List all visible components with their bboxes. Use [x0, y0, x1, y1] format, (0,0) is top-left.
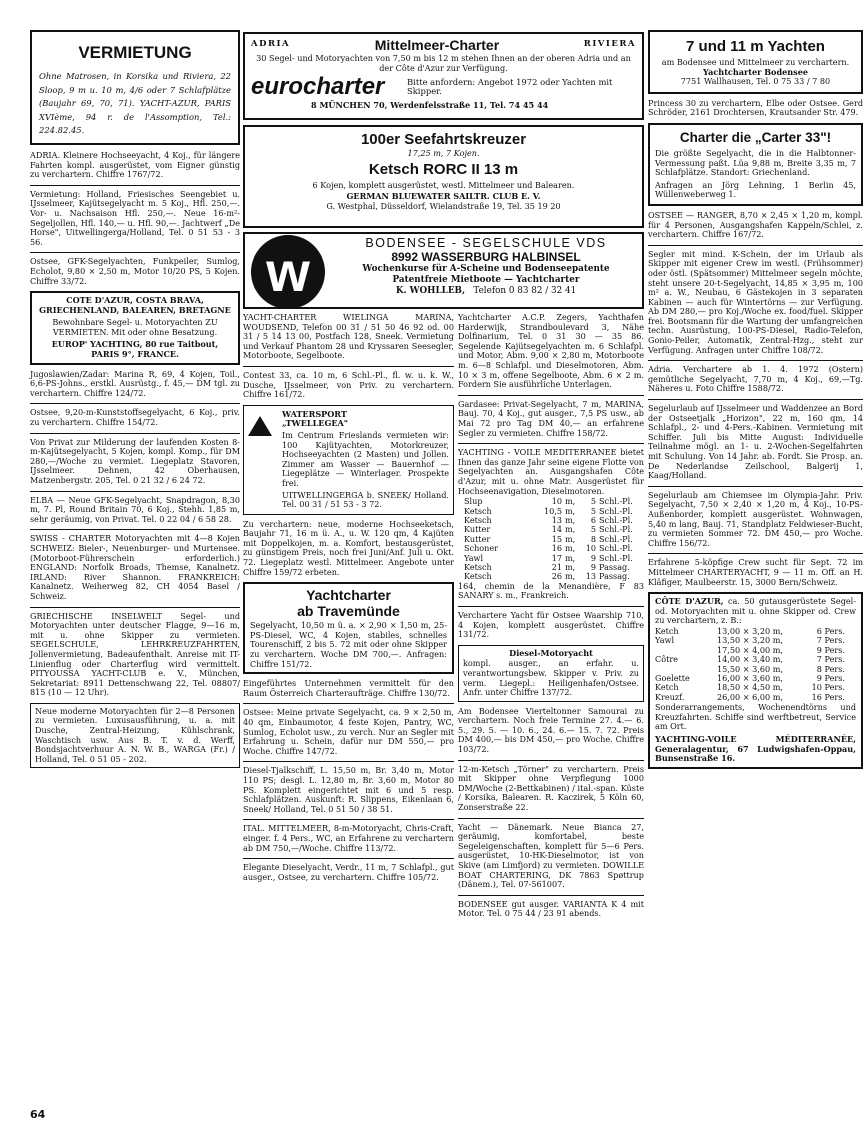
ad-contest-33: Contest 33, ca. 10 m, 6 Schl.-Pl., fl. w. u. k. W., Dusche, IJsselmeer, von Priv. zu verchartern. Chiffre 161/72. — [243, 369, 454, 400]
fleet-cell-type: Ketsch — [464, 561, 492, 572]
fleet-cell-len: 21 — [551, 561, 562, 572]
twellegea-box — [243, 405, 454, 515]
fleet-cell-type: Kutter — [464, 533, 491, 544]
cote-body: Bewohnbare Segel- u. Motoryachten ZU VERMIETEN. Mit oder ohne Besatzung. — [52, 317, 218, 337]
fleet-cell-type: Yawl — [464, 552, 484, 563]
fleet-cell-len: 10,5 — [543, 505, 562, 516]
triangle-icon — [248, 416, 272, 436]
fleet-cell-m: m, — [565, 533, 576, 544]
fleet-cell-u: Schl.-Pl. — [599, 505, 633, 516]
warning-triangle-icon — [248, 410, 282, 510]
ad-elegante-diesel: Elegante Dieselyacht, Verdr., 11 m, 7 Schlafpl., gut ausger., Ostsee, zu verchartern. Chiffre 105/72. — [243, 862, 454, 882]
fleet-cell-u: Schl.-Pl. — [599, 543, 633, 554]
fleet-cell-len: 10 — [551, 496, 562, 507]
carter-contact: Anfragen an Jörg Lehning, 1 Berlin 45, Wüllenweberweg 1. — [655, 179, 856, 200]
ad-erfahrene-crew: Erfahrene 5-köpfige Crew sucht für Sept. 72 im Mittelmeer CHARTERYACHT, 9 — 11 m. Off. an H. Kläfiger, Maulbeerstr. 15, 3000 Bern/Schweiz. — [648, 557, 863, 587]
cote-fleet-cell-dim: 18,50 × 4,50 m, — [717, 682, 783, 693]
vds-tel: Telefon 0 83 82 / 32 41 — [473, 285, 577, 296]
ad-griechische-inselwelt: GRIECHISCHE INSELWELT Segel- und Motoryachten unter deutscher Flagge, 9—16 m, mit u. ohne Skipper zu vermieten. SEGELSCHULE, LEHRKREUZFAHRTEN, Jollenvermietung, Badeaufenthalt. Anreise mit IT-Linienflug oder Charterflug wird vermittelt. PITYOUSSA YACHT-CLUB e. V., München, Sekretariat: 8911 Dettenschwang 22, Tel. 08807/ 815 (10 — 12 Uhr). — [30, 610, 240, 698]
cote-fleet-cell-p: 7 Pers. — [816, 654, 845, 665]
fleet-cell-n: 5 — [590, 496, 596, 507]
ad-segler-k-schein: Segler mit mind. K-Schein, der im Urlaub als Skipper mit eigener Crew im westl. (Frühsommer) oder östl. (Spätsommer) Mittelmeer segeln möchte, steht unsere 20-t-Segelyacht, 14,85 × 3,95 m, 100 m² a. W., Neubau, 6 Gästekojen in 3 separaten Kabinen — auch für Wintertörns — zur Verfügung. Ab DM 280,— pro Koj./Woche ex. food/fuel. Skipper frei. Bootsmann für die Wartung der umfangreichen techn. Ausrüstung, 100-PS-Diesel, Radio-Telefon, Gonio-Peiler, Automatik, Zentral-Hzg., steht zur Verfügung. Anfragen unter Chiffre 108/72. — [648, 248, 863, 355]
fleet-cell-n: 6 — [590, 514, 596, 525]
cote-fleet-table — [655, 627, 856, 702]
twellegea-name: „TWELLEGEA" — [282, 418, 349, 429]
cote-fleet-cell-dim: 13,50 × 3,20 m, — [717, 635, 783, 646]
vds-contact — [333, 286, 639, 297]
fleet-cell-type: Slup — [464, 496, 483, 507]
divider — [458, 395, 644, 396]
diesel-motoryacht-box — [458, 645, 644, 702]
cote-fleet-intro-text: ca. 50 gutausgerüstete Segel- od. Motoryachten mit u. ohne Skipper od. Crew zu verchartern, z. B.: — [655, 596, 856, 626]
ad-chiemsee: Segelurlaub am Chiemsee im Olympia-Jahr. Priv. Segelyacht, 7,50 × 2,40 × 1,20 m, 4 Koj., 10-PS-Außenborder, komplett ausgerüstet. Wohnwagen, 5,40 m lang, Bauj. 71, Standplatz Feldwieser-Bucht, zu vermieten Sommer 72. DM 450,— pro Woche. Chiffre 156/72. — [648, 489, 863, 548]
cote-fleet-cell-dim: 14,00 × 3,40 m, — [717, 654, 783, 665]
fleet-cell-m: m, — [565, 571, 576, 582]
divider — [30, 529, 240, 530]
vds-line2: Patentfreie Mietboote — Yachtcharter — [392, 274, 580, 285]
trave-title1: Yachtcharter — [306, 587, 391, 604]
cote-fleet-row — [655, 693, 856, 702]
twellegea-text — [282, 410, 449, 510]
divider — [243, 366, 454, 367]
ad-swiss-charter: SWISS - CHARTER Motoryachten mit 4—8 Kojen SCHWEIZ: Bieler-, Neuenburger- und Murtensee. (Motorboot-Führerschein erforderlich.) ENGLAND: Norfolk Broads, Themse, Kanalnetz. IRLAND: River Shannon. FRANKREICH: Kanalnetz. Weiherweg 82, CH 4054 Basel / Schweiz. — [30, 533, 240, 601]
fleet-cell-len: 14 — [551, 524, 562, 535]
ad-gardasee: Gardasee: Privat-Segelyacht, 7 m, MARINA, Bauj. 70, 4 Koj., gut ausger., 7,5 PS usw., ab Mai 72 pro Tag DM 40,— an erfahrene Segler zu vermieten. Chiffre 158/72. — [458, 398, 644, 438]
cote-fleet-cell-type: Ketch — [655, 682, 679, 693]
divider — [458, 443, 644, 444]
vermietung-body: Ohne Matrosen, in Korsika und Riviera, 22 Sloop, 9 m u. 10 m, 4/6 oder 7 Schlafplätze (Baujahr 69, 70, 71). YACHT-AZUR, PARIS XVIème, 94 r. de l'Assomption, Tel.: 224.82.45. — [39, 71, 231, 136]
ketsch-line: 6 Kojen, komplett ausgerüstet, westl. Mittelmeer und Balearen. — [312, 179, 575, 190]
ad-von-privat: Von Privat zur Milderung der laufenden Kosten 8-m-Kajütsegelyacht, 5 Kojen, kompl. Komp., für DM 280,—/Woche zu vermiet. Liegeplatz Stavoren, IJsselmeer. Dehnen, 42 Oberhausen, Matzenbergstr. 205, Tel. 0 21 32 / 6 24 72. — [30, 436, 240, 485]
ketsch-title: Ketsch RORC II 13 m — [368, 160, 519, 178]
cote-fleet-cell-dim: 13,00 × 3,20 m, — [717, 625, 783, 636]
ad-viertelltonner: Am Bodensee Vierteltonner Samourai zu verchartern. Noch freie Termine 27. 4.— 6. 5., 29. 5. — 10. 6., 24. 6.— 15. 7. 72. Preis DM 400,— bis DM 450,— pro Woche. Chiffre 103/72. — [458, 705, 644, 755]
fleet-cell-m: m, — [565, 496, 576, 507]
column-3 — [458, 313, 644, 924]
carter-title: Charter die „Carter 33"! — [679, 129, 832, 145]
fleet-cell-m: m, — [565, 524, 576, 535]
fleet-cell-type: Ketsch — [464, 571, 492, 582]
fleet-cell-type: Kutter — [464, 524, 491, 535]
ketsch-address: G. Westphal, Düsseldorf, Wielandstraße 19, Tel. 35 19 20 — [326, 200, 561, 211]
cote-fleet-cell-type: Yawl — [655, 635, 675, 646]
divider — [243, 858, 454, 859]
ad-voile-intro: YACHTING - VOILE MEDITERRANEE bietet Ihnen das ganze Jahr seine eigene Flotte von Segelyachten an. Ausgangshafen Côte d'Azur, mit u. ohne Matr. Ausgerüstet für Hochseenavigation, Dieselmotoren. — [458, 447, 644, 496]
divider — [243, 761, 454, 762]
fleet-cell-u: Passag. — [599, 571, 630, 582]
adria-label: ADRIA — [251, 39, 291, 50]
cote-fleet-cell-type: Goelette — [655, 672, 690, 683]
vds-city: 8992 WASSERBURG HALBINSEL — [391, 250, 581, 264]
eurocharter-address: 8 MÜNCHEN 70, Werdenfelsstraße 11, Tel. 74 45 44 — [311, 100, 549, 111]
cote-fleet-title: CÔTE D'AZUR, — [655, 596, 724, 607]
eurocharter-line1: 30 Segel- und Motoryachten von 7,50 m bis 12 m stehen Ihnen an der oberen Adria und an der Côte d'Azur zur Verfügung. — [256, 53, 631, 73]
fleet-cell-type: Schoner — [464, 543, 499, 554]
vds-box — [243, 232, 644, 309]
eurocharter-logo: eurocharter — [251, 73, 385, 101]
ad-ostsee-ranger: OSTSEE — RANGER, 8,70 × 2,45 × 1,20 m, kompl. für 4 Personen, Ausgangshafen Kappeln/Schlei, z. verchartern. Chiffre 167/72. — [648, 209, 863, 240]
column-1 — [30, 30, 240, 773]
divider — [648, 399, 863, 400]
trave-title2: ab Travemünde — [297, 603, 400, 620]
divider — [458, 760, 644, 761]
diesel-body: kompl. ausger., an erfahr. u. verantwortungsbew. Skipper v. Priv. zu verm. Liegepl.: Heiligenhafen/Ostsee. Anfr. unter Chiffre 137/72. — [463, 658, 639, 698]
ad-bodensee-varianta: BODENSEE gut ausger. VARIANTA K 4 mit Motor. Tel. 0 75 44 / 23 91 abends. — [458, 898, 644, 919]
fleet-cell-n: 9 — [590, 552, 596, 563]
fleet-cell-m: m, — [565, 561, 576, 572]
vds-line1: Wochenkurse für A-Scheine und Bodenseepatente — [362, 264, 610, 274]
divider — [458, 818, 644, 819]
ad-ital-mittelmeer: ITAL. MITTELMEER, 8-m-Motoryacht, Chris-Craft, einger. f. 4 Pers., WC, an Erfahrene zu verchartern ab DM 750,—/Woche. Chiffre 113/72. — [243, 823, 454, 853]
fleet-cell-u: Schl.-Pl. — [599, 514, 633, 525]
fleet-cell-len: 17 — [551, 552, 562, 563]
cote-fleet-intro — [655, 597, 856, 626]
ketsch-box — [243, 125, 644, 228]
ad-wielinga: YACHT-CHARTER WIELINGA MARINA, WOUDSEND, Telefon 00 31 / 51 50 46 92 od. 00 31 / 5 14 13 00, Postfach 128, Sneek. Vermietung und Verkauf Phantom 28 und Kryssaren Seesegler, Motorboote, Segelboote. — [243, 312, 454, 361]
ad-waarship: Verchartere Yacht für Ostsee Waarship 710, 4 Kojen, komplett ausgerüstet. Chiffre 131/72. — [458, 609, 644, 640]
cote-fleet-cell-type: Kreuzf. — [655, 691, 685, 702]
vermietung-box — [30, 30, 240, 145]
yachten-addr: 7751 Wallhausen, Tel. 0 75 33 / 7 80 — [680, 76, 831, 87]
divider — [30, 491, 240, 492]
column-2 — [243, 313, 454, 887]
vds-logo-letter: w — [266, 240, 310, 303]
divider — [458, 895, 644, 896]
divider — [30, 403, 240, 404]
divider — [243, 819, 454, 820]
divider — [648, 245, 863, 246]
mittelmeer-charter-title: Mittelmeer-Charter — [374, 37, 500, 53]
fleet-cell-m: m, — [565, 543, 576, 554]
ad-ijsselmeer-horizon: Segelurlaub auf IJsselmeer und Waddenzee an Bord der Ostseetjalk „Horizon", 22 m, 160 qm, 14 Schlafpl., 2- und 4-Pers.-Kabinen. Vermietung mit Schiffer. Juli bis Mitte August: Individuelle Teilnahme mögl. an 1- u. 2-Wochen-Segelfahrten mit Schulung. Von 14 Jahr. ab. Fordt. Sie Prosp. an. De Nederlandse Zeilschool, Balgerij 1, Kaag/Holland. — [648, 403, 863, 481]
yachten-title: 7 und 11 m Yachten — [686, 38, 825, 55]
seefahrt-sub: 17,25 m, 7 Kojen. — [407, 148, 480, 158]
ad-daenemark: Yacht — Dänemark. Neue Bianca 27, geräumig, komfortabel, beste Segeleigenschaften, komplett für 5—6 Pers. ausgerüstet, 10-HK-Dieselmotor, ist von Skive (am Limfjord) zu vermieten. DOWILLE BOAT CHARTERING, DK 7863 Spøttrup (Dänem.), Tel. 07-561007. — [458, 821, 644, 890]
yachten-body: am Bodensee und Mittelmeer zu verchartern. — [661, 57, 850, 67]
cote-fleet-cell-type: Ketch — [655, 625, 679, 636]
cote-fleet-cell-p: 10 Pers. — [811, 682, 845, 693]
travemuende-box — [243, 582, 454, 674]
cote-fleet-body: Sonderarrangements, Wochenendtörns und Kreuzfahrten. Schiffe sind werftbetreut, Service am Ort. — [655, 702, 856, 732]
ad-adria-ostern: Adria. Verchartere ab 1. 4. 1972 (Ostern) gemütliche Segelyacht, 7,70 m, 4 Koj., 69,—Tg. Näheres u. Foto Chiffre 1588/72. — [648, 364, 863, 394]
fleet-cell-len: 26 — [551, 571, 562, 582]
fleet-cell-n: 5 — [590, 524, 596, 535]
voile-fleet-table — [458, 497, 644, 582]
cote-fleet-cell-p: 9 Pers. — [816, 644, 845, 655]
fleet-cell-m: m, — [565, 552, 576, 563]
divider — [458, 606, 644, 607]
divider — [648, 360, 863, 361]
ad-voile-addr: 164, chemin de la Menandière, F 83 SANARY s. m., Frankreich. — [458, 580, 644, 601]
divider — [30, 433, 240, 434]
vds-title: BODENSEE - SEGELSCHULE VDS — [365, 236, 607, 250]
vds-name: K. WOHLLEB, — [395, 285, 466, 296]
fleet-cell-n: 10 — [585, 543, 596, 554]
motoryachten-box — [30, 703, 240, 769]
cote-fleet-cell-p: 9 Pers. — [816, 672, 845, 683]
cote-fleet-cell-dim: 17,50 × 4,00 m, — [717, 644, 783, 655]
ad-jugoslawien: Jugoslawien/Zadar: Marina R, 69, 4 Kojen, Toil., 6,6-PS-Johns., erstkl. Ausrüstg., f. 45,— DM tgl. zu verchartern. Chiffre 124/72. — [30, 368, 240, 398]
vds-text — [333, 236, 639, 296]
fleet-cell-u: Schl.-Pl. — [599, 524, 633, 535]
divider — [243, 703, 454, 704]
diesel-title: Diesel-Motoryacht — [509, 647, 593, 658]
fleet-cell-n: 9 — [590, 561, 596, 572]
ad-adria-small: ADRIA. Kleinere Hochseeyacht, 4 Koj., für längere Fahrten kompl. ausgerüstet, vom Eigner günstig zu verchartern. Chiffre 1767/72. — [30, 149, 240, 180]
ketsch-club: GERMAN BLUEWATER SAILTR. CLUB E. V. — [346, 191, 541, 202]
eurocharter-logo-row — [251, 75, 636, 99]
fleet-cell-len: 13 — [551, 514, 562, 525]
divider — [30, 252, 240, 253]
fleet-cell-len: 16 — [551, 543, 562, 554]
ad-elba: ELBA — Neue GFK-Segelyacht, Snapdragon, 8,30 m, 7. Pl, Round Britain 70, 6 Koj., Stehh. 1,85 m, sehr geräumig, von Privat. Tel. 0 22 04 / 6 58 28. — [30, 494, 240, 524]
page-number: 64 — [30, 1108, 46, 1121]
twellegea-body: Im Centrum Frieslands vermieten wir: 100 Kajütyachten, Motorkreuzer, Hochseeyachten (2 Masten) und Jollen. Zimmer am Wasser — Bauernhof — Liegeplätze — Winterlager. Prospekte frei. — [282, 429, 449, 488]
eurocharter-box — [243, 32, 644, 120]
ad-toerner: 12-m-Ketsch „Törner" zu verchartern. Preis mit Skipper ohne Verpflegung 1000 DM/Woche (2-Bettkabinen) / ital.-span. Küste / Korsika, Balearen. R. Kaczirek, 5 Köln 60, Zonserstraße 22. — [458, 763, 644, 813]
fleet-cell-n: 5 — [590, 505, 596, 516]
fleet-cell-m: m, — [565, 514, 576, 525]
fleet-cell-u: Passag. — [599, 561, 630, 572]
eurocharter-line2: Bitte anfordern: Angebot 1972 oder Yachten mit Skipper. — [407, 76, 613, 97]
ad-zegers: Yachtcharter A.C.P. Zegers, Yachthafen Harderwijk, Strandboulevard 3, Nähe Dolfinarium, Tel. 0 31 30 — 35 86. Segelende Kajütsegelyachten m. 6 Schlafpl. und Motor, Abm. 9,00 × 2,80 m, Motorboote m. 6—8 Schlafpl. und Dieselmotoren, Abm. 10 × 3 m, offene Segelboote, Abm. 6 × 2 m. Fordern Sie ausführliche Unterlagen. — [458, 312, 644, 390]
fleet-cell-n: 8 — [590, 533, 596, 544]
cote-fleet-cell-p: 8 Pers. — [816, 663, 845, 674]
twellegea-title: WATERSPORT — [282, 408, 347, 419]
ad-oesterreich: Eingeführtes Unternehmen vermittelt für den Raum Österreich Charteraufträge. Chiffre 130/72. — [243, 678, 454, 698]
fleet-cell-u: Schl.-Pl. — [599, 496, 633, 507]
carter-body: Die größte Segelyacht, die in die Halbtonner-Vermessung paßt. Lüa 9,88 m, Breite 3,35 m, 7 Schlafplätze. Standort: Griechenland. — [655, 147, 856, 178]
fleet-cell-m: m, — [565, 505, 576, 516]
divider — [648, 486, 863, 487]
ad-hochseeketsch: Zu verchartern: neue, moderne Hochseeketsch, Baujahr 71, 16 m ü. A., u. W. 120 qm, 4 Kajüten mit Doppelkojen, m. a. Komfort, bestausgerüstet, zu günstigem Preis, noch frei Juni/Anf. Juli u. Okt. 72. Liegeplatz westl. Mittelmeer. Angebote unter Chiffre 159/72 erbeten. — [243, 518, 454, 577]
ad-ostsee-gfk: Ostsee, GFK-Segelyachten, Funkpeiler, Sumlog, Echolot, 9,80 × 2,50 m, Motor 10/20 PS, 5 Kojen. Chiffre 33/72. — [30, 256, 240, 286]
divider — [30, 607, 240, 608]
cote-fleet-cell-p: 16 Pers. — [811, 691, 845, 702]
ad-ostsee-kunststoff: Ostsee, 9,20-m-Kunststoffsegelyacht, 6 Koj., priv. zu verchartern. Chiffre 154/72. — [30, 407, 240, 428]
carter-box — [648, 123, 863, 206]
eurocharter-header — [251, 37, 636, 53]
fleet-cell-u: Schl.-Pl. — [599, 533, 633, 544]
cote-fleet-cell-dim: 15,50 × 3,60 m, — [717, 663, 783, 674]
fleet-cell-u: Schl.-Pl. — [599, 552, 633, 563]
fleet-cell-len: 15 — [551, 533, 562, 544]
ad-vermietung-holland: Vermietung: Holland, Friesisches Seengebiet u. IJsselmeer, Kajütsegelyacht m. 5 Koj., Hfl. 250,—. Vor- u. Nachsaison Hfl. 250,—. Neue 16-m²-Segeljollen, Hfl. 140,— u. Hfl. 90,—. Jachtwerf „De Horse", Uitwellingerga/Holland, Tel. 0 51 53 - 3 56. — [30, 188, 240, 247]
cote-fleet-cell-dim: 16,00 × 3,60 m, — [717, 672, 783, 683]
vermietung-title: VERMIETUNG — [78, 43, 192, 62]
ad-ostsee-private: Ostsee: Meine private Segelyacht, ca. 9 × 2,50 m, 40 qm, Einbaumotor, 4 feste Kojen, Pantry, WC, Sumlog, Echolot usw., zu verch. Nur an Segler mit Erfahrung u. Schein, dafür nur DM 550,— pro Woche. Chiffre 147/72. — [243, 707, 454, 756]
motoryachten-body: Neue moderne Motoryachten für 2—8 Personen zu vermieten. Luxusausführung, u. a. mit Dusche, Zentral-Heizung, Kühlschrank, Waschtisch usw. Aus B. T. v. d. Werff, Bondsjachtverhuur A. N. W. B., WARGA (Fr.) / Holland, Tel. 0 51 05 - 202. — [35, 705, 235, 764]
cote-azur-box — [30, 291, 240, 365]
cote-title: COTE D'AZUR, COSTA BRAVA, GRIECHENLAND, BALEAREN, BRETAGNE — [39, 295, 231, 315]
divider — [30, 185, 240, 186]
cote-azur-fleet-box — [648, 592, 863, 769]
divider — [648, 553, 863, 554]
yachten-name: Yachtcharter Bodensee — [702, 66, 809, 77]
column-4 — [648, 30, 863, 774]
fleet-cell-type: Ketsch — [464, 514, 492, 525]
cote-fleet-cell-p: 7 Pers. — [816, 635, 845, 646]
cote-fleet-cell-type: Côtre — [655, 654, 678, 665]
ad-diesel-tjalk: Diesel-Tjalkschiff, L. 15,50 m, Br. 3,40 m, Motor 110 PS; desgl. L. 12,80 m, Br. 3,60 m, Motor 80 PS. Komplett eingerichtet mit 6 und 5 resp. Schlafplätzen. Auskunft: R. Slippens, Eikenlaan 6, Sneek/ Holland, Tel. 0 51 50 / 38 51. — [243, 765, 454, 814]
cote-fleet-cell-dim: 26,00 × 6,00 m, — [717, 691, 783, 702]
fleet-cell-type: Ketsch — [464, 505, 492, 516]
fleet-cell-n: 13 — [585, 571, 596, 582]
yachten-box — [648, 30, 863, 94]
vds-logo-icon — [251, 235, 325, 309]
riviera-label: RIVIERA — [583, 39, 636, 50]
cote-fleet-footer: YACHTING-VOILE MÉDITERRANÉE, Generalagentur, 67 Ludwigshafen-Oppau, Bunsenstraße 16. — [655, 733, 856, 764]
cote-footer: EUROP' YACHTING, 80 rue Taitbout, PARIS 9°, FRANCE. — [51, 339, 219, 360]
trave-body: Segelyacht, 10,50 m ü. a. × 2,90 × 1,50 m, 25-PS-Diesel, WC, 4 Kojen, stabiles, schnelles Tourenschiff, 2 bis 5. 72 mit oder ohne Skipper zu verchartern. Woche DM 700,—. Anfragen: Chiffre 151/72. — [250, 620, 447, 669]
cote-fleet-cell-p: 6 Pers. — [816, 625, 845, 636]
seefahrt-title: 100er Seefahrtskreuzer — [360, 131, 527, 148]
twellegea-addr: UITWELLINGERGA b. SNEEK/ Holland. Tel. 00 31 / 51 53 - 3 72. — [282, 489, 449, 510]
ad-princess-30: Princess 30 zu verchartern, Elbe oder Ostsee. Gerd Schröder, 2161 Drochtersen, Krautsander Str. 479. — [648, 97, 863, 118]
